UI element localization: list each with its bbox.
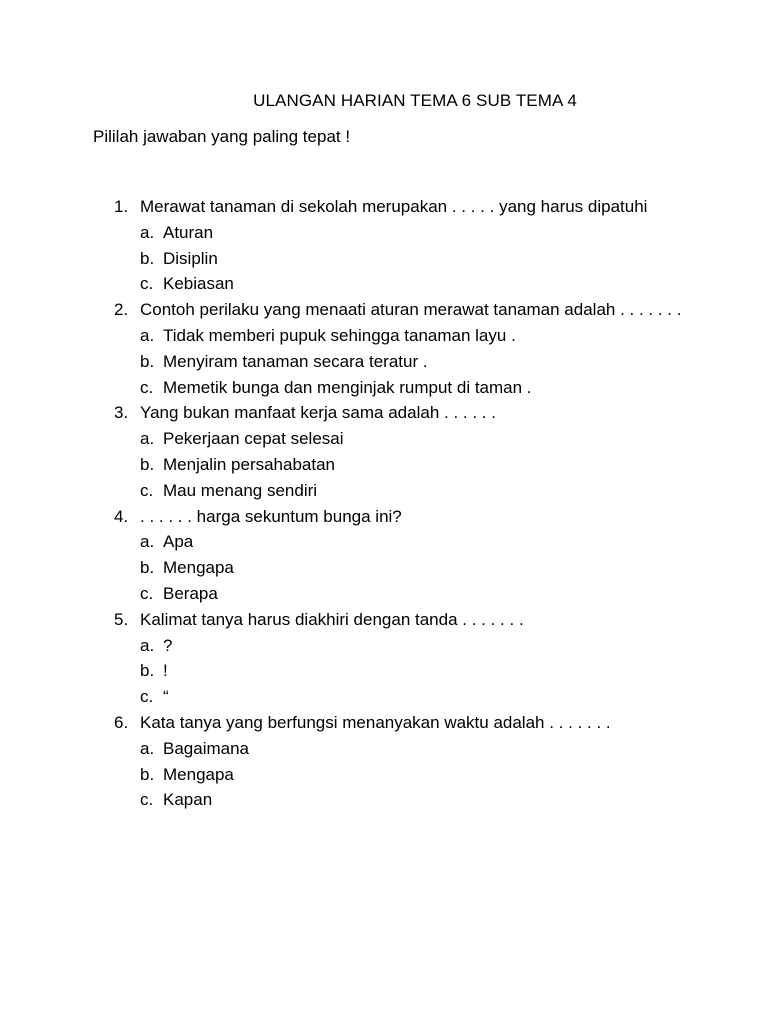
question-text: . . . . . . harga sekuntum bunga ini? bbox=[140, 506, 402, 526]
option-text: Memetik bunga dan menginjak rumput di taman . bbox=[163, 377, 532, 397]
instruction-text: Pililah jawaban yang paling tepat ! bbox=[93, 127, 351, 146]
answer-option-b bbox=[114, 349, 694, 375]
option-text: Mau menang sendiri bbox=[163, 480, 318, 500]
answer-option-a bbox=[114, 529, 694, 555]
option-text: Disiplin bbox=[163, 248, 218, 268]
answer-option-a bbox=[114, 736, 694, 762]
option-letter: a. bbox=[140, 325, 155, 345]
question-text: Kata tanya yang berfungsi menanyakan waktu adalah . . . . . . . bbox=[140, 712, 611, 732]
question-text: Merawat tanaman di sekolah merupakan . . . . . yang harus dipatuhi bbox=[140, 197, 648, 216]
option-text: Pekerjaan cepat selesai bbox=[163, 429, 344, 449]
answer-option-b bbox=[114, 658, 694, 684]
question-text: Contoh perilaku yang menaati aturan merawat tanaman adalah . . . . . . . bbox=[140, 300, 682, 320]
question-6 bbox=[114, 710, 694, 813]
option-text: ! bbox=[163, 661, 168, 681]
question-number: 6. bbox=[114, 712, 129, 732]
option-text: Bagaimana bbox=[163, 738, 250, 758]
answer-option-a bbox=[114, 426, 694, 452]
answer-option-c bbox=[114, 581, 694, 607]
question-5 bbox=[114, 607, 694, 710]
question-number: 5. bbox=[114, 609, 129, 629]
option-text: Berapa bbox=[163, 583, 218, 603]
question-number: 3. bbox=[114, 403, 129, 423]
option-text: Mengapa bbox=[163, 764, 234, 784]
question-number: 1. bbox=[114, 197, 129, 216]
option-text: Kapan bbox=[163, 790, 213, 810]
option-letter: c. bbox=[140, 377, 154, 397]
option-text: ? bbox=[163, 635, 173, 655]
option-letter: b. bbox=[140, 764, 155, 784]
option-letter: b. bbox=[140, 351, 155, 371]
question-text: Kalimat tanya harus diakhiri dengan tanda . . . . . . . bbox=[140, 609, 524, 629]
answer-option-b bbox=[114, 555, 694, 581]
option-letter: a. bbox=[140, 635, 155, 655]
option-letter: c. bbox=[140, 687, 154, 707]
question-4 bbox=[114, 504, 694, 607]
option-letter: a. bbox=[140, 532, 155, 552]
option-letter: b. bbox=[140, 248, 155, 268]
option-letter: c. bbox=[140, 790, 154, 810]
option-letter: c. bbox=[140, 480, 154, 500]
question-number: 4. bbox=[114, 506, 129, 526]
option-letter: a. bbox=[140, 222, 155, 242]
option-letter: b. bbox=[140, 558, 155, 578]
option-letter: b. bbox=[140, 454, 155, 474]
option-text: Menjalin persahabatan bbox=[163, 454, 336, 474]
answer-option-a bbox=[114, 323, 694, 349]
option-letter: b. bbox=[140, 661, 155, 681]
answer-option-a bbox=[114, 633, 694, 659]
option-letter: c. bbox=[140, 583, 154, 603]
option-letter: a. bbox=[140, 738, 155, 758]
option-text: Mengapa bbox=[163, 558, 234, 578]
answer-option-b bbox=[114, 452, 694, 478]
question-list bbox=[114, 194, 694, 813]
answer-option-b bbox=[114, 762, 694, 788]
answer-option-c bbox=[114, 478, 694, 504]
answer-option-a bbox=[114, 220, 694, 246]
question-text: Yang bukan manfaat kerja sama adalah . . . . . . bbox=[140, 403, 496, 423]
option-text: Aturan bbox=[163, 222, 214, 242]
question-1 bbox=[114, 194, 694, 297]
option-text: “ bbox=[163, 687, 169, 707]
document-title: ULANGAN HARIAN TEMA 6 SUB TEMA 4 bbox=[253, 91, 577, 110]
option-text: Kebiasan bbox=[163, 274, 234, 294]
option-text: Menyiram tanaman secara teratur . bbox=[163, 351, 428, 371]
question-3 bbox=[114, 400, 694, 503]
answer-option-c bbox=[114, 375, 694, 401]
option-text: Tidak memberi pupuk sehingga tanaman layu . bbox=[163, 325, 516, 345]
answer-option-b bbox=[114, 246, 694, 272]
answer-option-c bbox=[114, 271, 694, 297]
option-letter: a. bbox=[140, 429, 155, 449]
answer-option-c bbox=[114, 787, 694, 813]
question-2 bbox=[114, 297, 694, 400]
question-number: 2. bbox=[114, 300, 129, 320]
option-text: Apa bbox=[163, 532, 194, 552]
option-letter: c. bbox=[140, 274, 154, 294]
answer-option-c bbox=[114, 684, 694, 710]
